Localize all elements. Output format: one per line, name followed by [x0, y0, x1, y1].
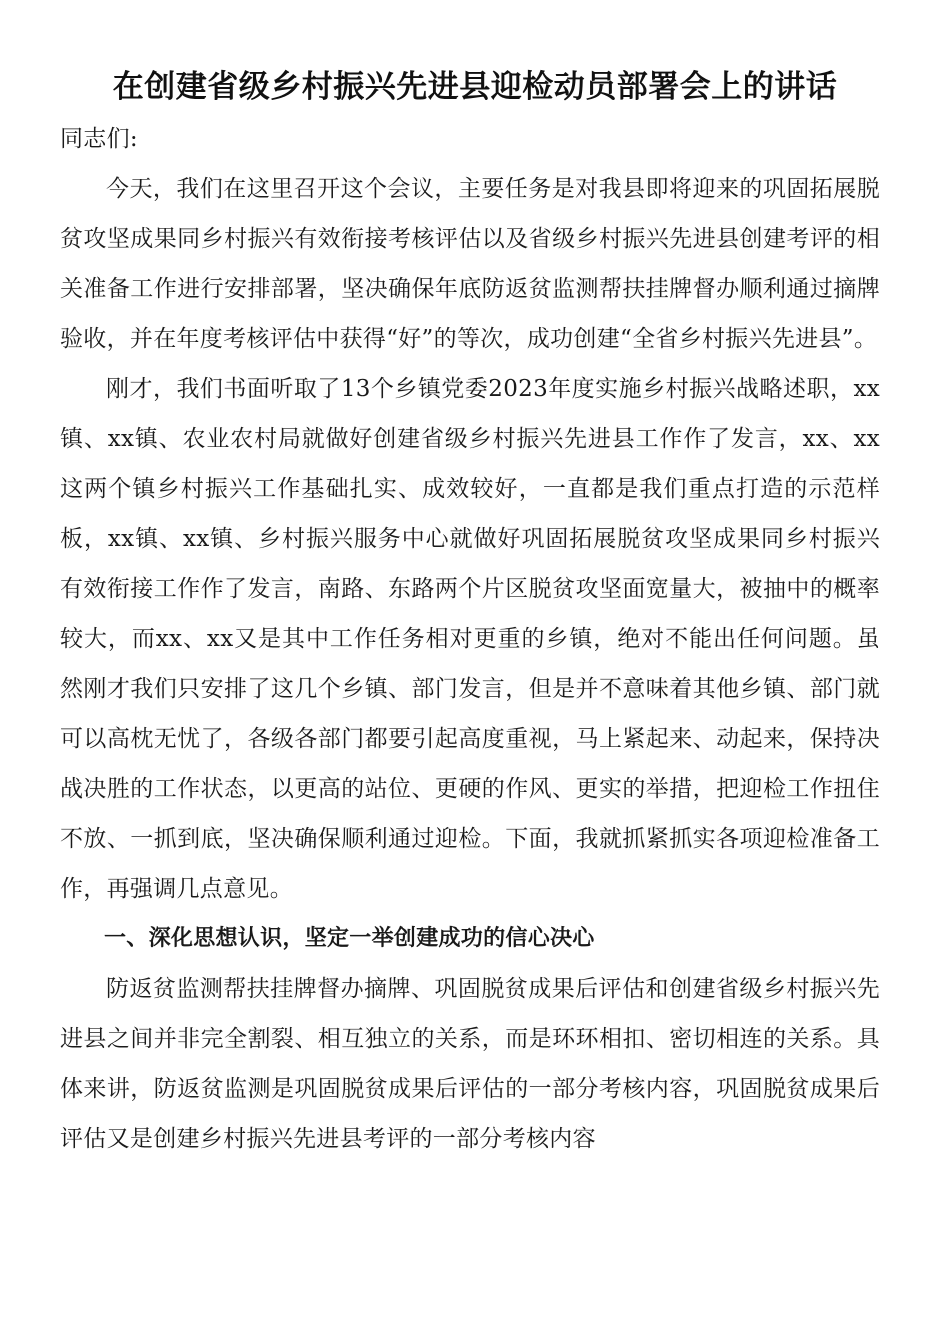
document-title: 在创建省级乡村振兴先进县迎检动员部署会上的讲话 — [112, 69, 838, 105]
section-paragraph: 防返贫监测帮扶挂牌督办摘牌、巩固脱贫成果后评估和创建省级乡村振兴先进县之间并非完全割裂、相互独立的关系，而是环环相扣、密切相连的关系。具体来讲，防返贫监测是巩固脱贫成果后评估的一部分考核内容，巩固脱贫成果后评估又是创建乡村振兴先进县考评的一部分考核内容 — [60, 976, 880, 1152]
paragraph-opening: 今天，我们在这里召开这个会议，主要任务是对我县即将迎来的巩固拓展脱贫攻坚成果同乡村振兴有效衔接考核评估以及省级乡村振兴先进县创建考评的相关准备工作进行安排部署，坚决确保年底防返贫监测帮扶挂牌督办顺利通过摘牌验收，并在年度考核评估中获得“好”的等次，成功创建“全省乡村振兴先进县”。 — [60, 176, 880, 352]
salutation: 同志们: — [60, 126, 138, 152]
section-heading: 一、深化思想认识，坚定一举创建成功的信心决心 — [104, 926, 595, 951]
paragraph-review: 刚才，我们书面听取了13个乡镇党委2023年度实施乡村振兴战略述职，xx镇、xx镇、农业农村局就做好创建省级乡村振兴先进县工作作了发言，xx、xx这两个镇乡村振兴工作基础扎实、成效较好，一直都是我们重点打造的示范样板，xx镇、xx镇、乡村振兴服务中心就做好巩固拓展脱贫攻坚成果同乡村振兴有效衔接工作作了发言，南路、东路两个片区脱贫攻坚面宽量大，被抽中的概率较大，而xx、xx又是其中工作任务相对更重的乡镇，绝对不能出任何问题。虽然刚才我们只安排了这几个乡镇、部门发言，但是并不意味着其他乡镇、部门就可以高枕无忧了，各级各部门都要引起高度重视，马上紧起来、动起来，保持决战决胜的工作状态，以更高的站位、更硬的作风、更实的举措，把迎检工作扭住不放、一抓到底，坚决确保顺利通过迎检。下面，我就抓紧抓实各项迎检准备工作，再强调几点意见。 — [60, 376, 880, 902]
document-body — [60, 114, 880, 1164]
